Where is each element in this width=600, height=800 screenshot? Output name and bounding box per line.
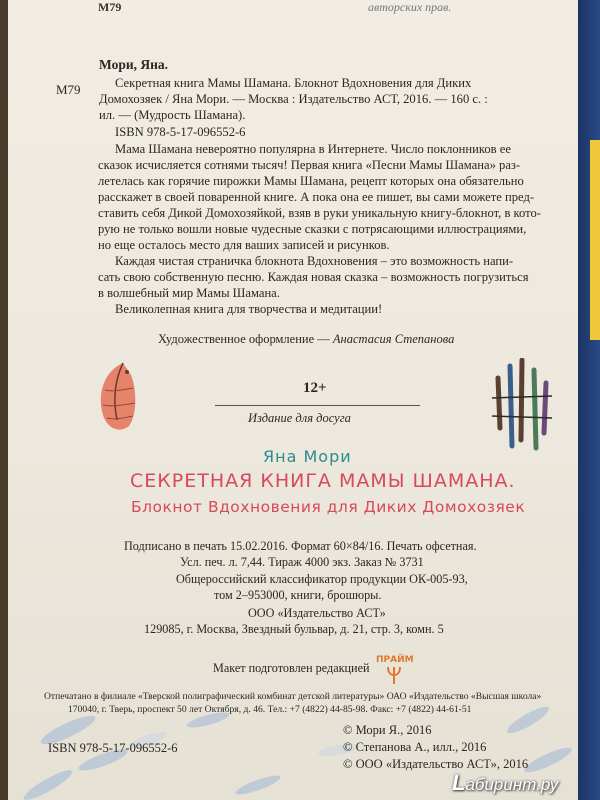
annotation-line: расскажет в своей поваренной книге. А пока она ее пишет, вы сами можете пред- (98, 190, 535, 204)
trident-icon (386, 665, 402, 685)
sticks-illustration (486, 358, 556, 453)
art-credit-name: Анастасия Степанова (332, 332, 455, 346)
book-page (8, 0, 578, 800)
annotation-line: летелась как горячие пирожки Мамы Шамана, рецепт которых она обязательно (98, 174, 524, 188)
annotation-line: сказок исчисляется сотнями тысяч! Первая книга «Песни Мамы Шамана» раз- (98, 158, 521, 172)
decor-subtitle: Блокнот Вдохновения для Диких Домохозяек (131, 498, 526, 516)
age-rating: 12+ (303, 380, 327, 396)
bib-line: Секретная книга Мамы Шамана. Блокнот Вдохновения для Диких (115, 76, 472, 90)
bib-line: ил. — (Мудрость Шамана). (99, 108, 246, 122)
copyright-line: © ООО «Издательство АСТ», 2016 (343, 757, 529, 771)
top-cut-line (98, 0, 452, 15)
copyright-line: © Степанова А., илл., 2016 (343, 740, 487, 754)
imprint-line: Усл. печ. л. 7,44. Тираж 4000 экз. Заказ № 3731 (180, 555, 424, 569)
isbn-top: ISBN 978-5-17-096552-6 (115, 125, 246, 139)
bookmark-tab (590, 140, 600, 340)
annotation-line: в волшебный мир Мамы Шамана. (98, 286, 280, 300)
udc-code: М79 (56, 82, 81, 97)
book-cover-edge (578, 0, 600, 800)
edition-type: Издание для досуга (248, 411, 351, 425)
site-watermark (452, 770, 558, 796)
prime-logo (376, 655, 412, 685)
annotation-line: Мама Шамана невероятно популярна в Интернете. Число поклонников ее (115, 142, 511, 156)
publisher-name: ООО «Издательство АСТ» (248, 606, 386, 620)
printer-line: Отпечатано в филиале «Тверской полиграфический комбинат детской литературы» ОАО «Издательство «Высшая школа» (44, 691, 542, 702)
printer-address: 170040, г. Тверь, проспект 50 лет Октября, д. 46. Тел.: +7 (4822) 44-85-98. Факс: +7 (4822) 44-61-51 (68, 704, 472, 715)
divider (215, 405, 420, 406)
decor-title: СЕКРЕТНАЯ КНИГА МАМЫ ШАМАНА. (130, 470, 516, 492)
book-spine-edge (0, 0, 8, 800)
decor-author: Яна Мори (263, 447, 352, 466)
art-credit (158, 331, 454, 347)
watermark-logo-letter: L (452, 770, 466, 795)
top-cut-right: авторских прав. (368, 0, 452, 14)
top-cut-code: M79 (98, 0, 122, 14)
annotation-line: Каждая чистая страничка блокнота Вдохновения – это возможность напи- (115, 254, 514, 268)
annotation-line: но еще осталось место для ваших записей и рисунков. (98, 238, 390, 252)
prime-logo-text: ПРАЙМ (376, 655, 414, 665)
author-heading: Мори, Яна. (99, 57, 169, 72)
annotation-line: ставить себя Дикой Домохозяйкой, взяв в руки уникальную книгу-блокнот, в кото- (98, 206, 541, 220)
shell-illustration (93, 360, 143, 435)
annotation-line: сать свою собственную песню. Каждая новая сказка – возможность погрузиться (98, 270, 529, 284)
imprint-line: том 2–953000, книги, брошюры. (214, 588, 382, 602)
annotation-line: Великолепная книга для творчества и медитации! (115, 302, 383, 316)
watermark-text: абиринт.ру (465, 775, 559, 794)
isbn-bottom: ISBN 978-5-17-096552-6 (48, 741, 178, 755)
copyright-line: © Мори Я., 2016 (343, 723, 432, 737)
publisher-address: 129085, г. Москва, Звездный бульвар, д. 21, стр. 3, комн. 5 (144, 622, 444, 636)
imprint-line: Подписано в печать 15.02.2016. Формат 60×84/16. Печать офсетная. (124, 539, 477, 553)
art-credit-label: Художественное оформление — (158, 332, 330, 346)
imprint-line: Общероссийский классификатор продукции ОК-005-93, (176, 572, 468, 586)
annotation-line: рую не только вошли новые чудесные сказки с потрясающими иллюстрациями, (98, 222, 527, 236)
bib-line: Домохозяек / Яна Мори. — Москва : Издательство АСТ, 2016. — 160 с. : (99, 92, 488, 106)
layout-credit: Макет подготовлен редакцией (213, 661, 370, 675)
